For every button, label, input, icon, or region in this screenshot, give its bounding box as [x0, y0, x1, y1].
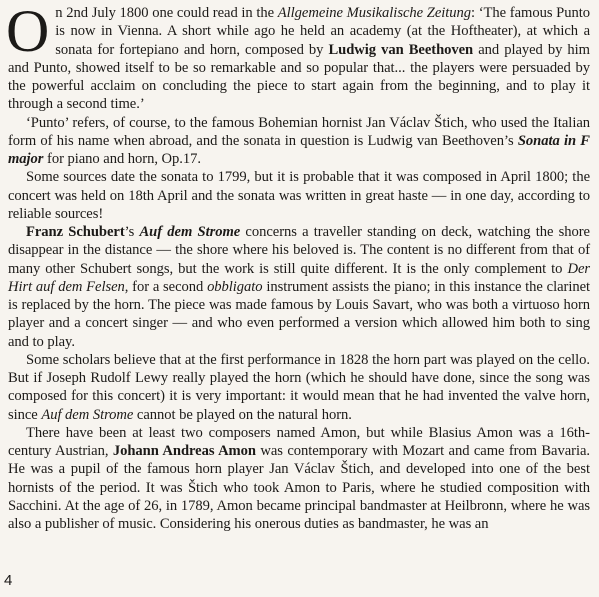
- text-run: : ‘The famous Punto is now in Vienna. A short while ago he held an academy (at the Hoftheater), at which a sonata for fortepiano and horn, composed by: [55, 5, 590, 58]
- text-run: and played by him and Punto, showed itself to be so remarkable and so popular that... the players were persuaded by the powerful acclaim on concluding the piece to start again from the beginning, and to play it through a second time.’: [8, 41, 590, 113]
- composer-name-schubert: Franz Schubert: [26, 224, 125, 240]
- text-run: There have been at least two composers named Amon, but while Blasius Amon was a 16th-century Austrian,: [8, 424, 590, 459]
- text-run: Some sources date the sonata to 1799, but it is probable that it was composed in April 1800; the concert was held on 18th April and the sonata was written in great haste — in one day, according to reliable sources!: [8, 169, 590, 222]
- paragraph-lewy: [8, 351, 590, 424]
- page-number: 4: [4, 572, 13, 589]
- composer-name-amon: Johann Andreas Amon: [112, 443, 256, 459]
- text-run: for piano and horn, Op.17.: [43, 151, 201, 167]
- term-obbligato: obbligato: [207, 278, 263, 295]
- paragraph-punto-name: [8, 114, 590, 169]
- document-body: [6, 0, 591, 533]
- text-run: n 2nd July 1800 one could read in the: [55, 5, 278, 21]
- text-run: ‘Punto’ refers, of course, to the famous Bohemian hornist Jan Václav Štich, who used the Italian form of his name when abroad, and the sonata in question is Ludwig van Beethoven’s: [8, 114, 590, 149]
- journal-title: Allgemeine Musikalische Zeitung: [277, 5, 472, 21]
- paragraph-schubert: [8, 223, 590, 351]
- paragraph-punto-concert: [6, 0, 590, 114]
- text-run: was contemporary with Mozart and came from Bavaria. He was a pupil of the famous horn player Jan Václav Štich, and developed into one of the best hornists of the period. It was Štich who took Amon to Paris, where he studied composition with Sacchini. At the age of 26, in 1789, Amon became principal bandmaster at Heilbronn, where he was also a publisher of music. Considering his onerous duties as bandmaster, he was an: [8, 443, 591, 532]
- work-title-hirt: Der Hirt auf dem Felsen: [8, 260, 590, 295]
- work-title-auf-dem-strome: Auf dem Strome: [139, 224, 241, 240]
- drop-cap-letter: O: [6, 0, 50, 64]
- text-run: , for a second: [124, 278, 208, 295]
- work-title-sonata: Sonata in F major: [8, 132, 590, 167]
- paragraph-sonata-date: [8, 168, 590, 223]
- text-run: concerns a traveller standing on deck, watching the shore disappear in the distance — the shore where his beloved is. The content is no different from that of many other Schubert songs, but the work is still quite different. It is the only complement to: [8, 224, 590, 277]
- text-run: cannot be played on the natural horn.: [133, 406, 352, 423]
- text-run: Some scholars believe that at the first performance in 1828 the horn part was played on the cello. But if Joseph Rudolf Lewy really played the horn (which he should have done, since the song was composed for this concert) it is very important: it would mean that he had invented the valve horn, since: [8, 351, 590, 423]
- text-run: instrument assists the piano; in this instance the clarinet is replaced by the horn. The piece was made famous by Louis Savart, who was both a virtuoso horn player and a concert singer — and who even performed a version which allowed him both to sing and to play.: [8, 278, 591, 350]
- paragraph-amon: [8, 424, 590, 534]
- text-run: ’s: [124, 224, 140, 240]
- composer-name-beethoven: Ludwig van Beethoven: [328, 41, 474, 58]
- work-title-auf-dem-strome: Auf dem Strome: [41, 406, 134, 423]
